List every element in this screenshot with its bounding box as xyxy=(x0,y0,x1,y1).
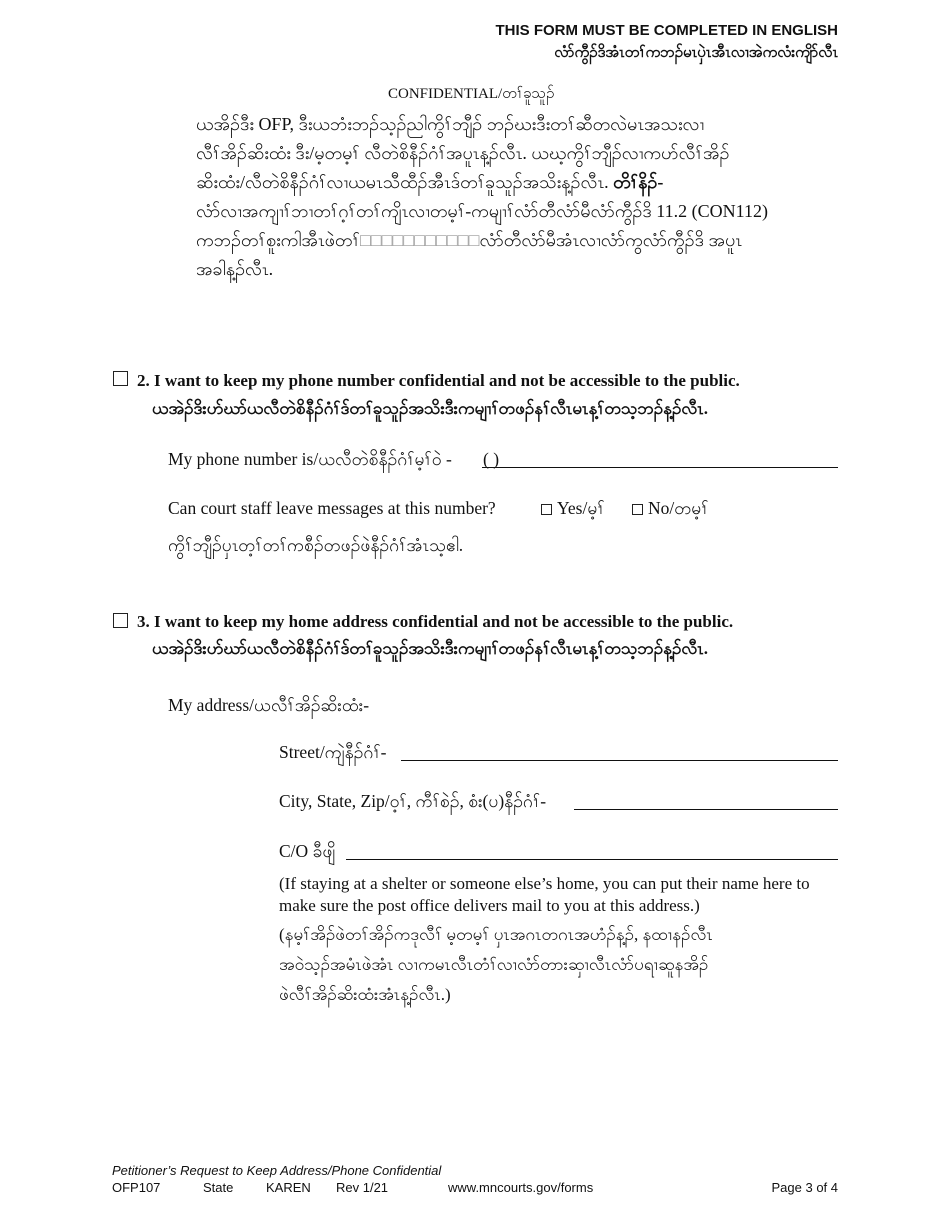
phone-area-code: ( ) xyxy=(483,449,500,469)
intro-paragraph xyxy=(196,110,836,284)
footer-website[interactable]: www.mncourts.gov/forms xyxy=(448,1180,594,1195)
intro-line-5 xyxy=(196,226,836,255)
intro-line-3 xyxy=(196,168,836,197)
footer-form-title: Petitioner’s Request to Keep Address/Phone Confidential xyxy=(112,1163,442,1178)
intro-line-5-tail: လံာ်တီလံာ်မီအံၤလၢလံာ်ကွလံာ်ကွီၣ်ဒိ အပူၤ xyxy=(479,230,742,250)
karen-notice: လံာ်ကွီၣ်ဒိအံၤတၢ်ကဘၣ်မၤပှဲၤအီၤလၢအဲကလံးကျိာ်လီၤ xyxy=(554,44,838,61)
english-notice: THIS FORM MUST BE COMPLETED IN ENGLISH xyxy=(495,22,838,39)
phone-label: My phone number is/ယလီတဲစိနီၣ်ဂံၢ်မ့ၢ်ဝဲ - xyxy=(168,449,452,469)
section3-title: 3. I want to keep my home address confidential and not be accessible to the public. xyxy=(137,612,734,631)
footer-form-code: OFP107 xyxy=(112,1180,161,1195)
intro-line-1: ယအိၣ်ဒီး OFP, ဒီးယဘံးဘၣ်သ့ၣ်ညါကွိၢ်ဘျီၣ် ဘၣ်ဃးဒီးတၢ်ဆီတလဲမၤအသးလၢ xyxy=(196,114,705,134)
intro-line-2: လီၢ်အိၣ်ဆိးထံး ဒီး/မ့တမ့ၢ် လီတဲစိနီၣ်ဂံၢ်အပူၤန့ၣ်လီၤ. ယဃ့ကွိၢ်ဘျီၣ်လၢကဟ်လီၢ်အိၣ် xyxy=(196,143,730,163)
messages-question: Can court staff leave messages at this number? xyxy=(168,498,496,518)
yes-label: Yes/မ့ၢ် xyxy=(557,498,605,518)
address-label: My address/ယလီၢ်အိၣ်ဆိးထံး- xyxy=(168,695,370,715)
phone-number-field[interactable] xyxy=(482,467,838,468)
street-field[interactable] xyxy=(401,760,838,761)
missing-glyph-boxes: □□□□□□□□□□□ xyxy=(359,230,480,250)
section3-checkbox[interactable] xyxy=(113,613,128,628)
footer-page-number: Page 3 of 4 xyxy=(771,1180,838,1195)
section3-subtitle: ယအဲၣ်ဒိးဟ်ဃာ်ယလီတဲစိနီၣ်ဂံၢ်ဒ်တၢ်ခူသူၣ်အသိးဒီးကမျၢၢ်တဖၣ်နၢ်လီၤမၤန့ၢ်တသ့ဘၣ်န့ၣ်လီၤ. xyxy=(152,639,708,658)
street-label: Street/ကျဲနီၣ်ဂံၢ်- xyxy=(279,742,387,762)
no-label: No/တမ့ၢ် xyxy=(648,498,709,518)
no-checkbox[interactable] xyxy=(632,504,643,515)
messages-question-karen: ကွိၢ်ဘျီၣ်ပှၤတ့ၢ်တၢ်ကစီၣ်တဖၣ်ဖဲနီၣ်ဂံၢ်အံၤသ့ဧါ. xyxy=(168,535,464,555)
shelter-note-karen-line-3: ဖဲလီၢ်အိၣ်ဆိးထံးအံၤန့ၣ်လီၤ.) xyxy=(279,985,451,1004)
section2-title: 2. I want to keep my phone number confidential and not be accessible to the public. xyxy=(137,371,740,390)
shelter-note-karen-line-2: အဝဲသ့ၣ်အမံၤဖဲအံၤ လၢကမၤလီၤတံၢ်လၢလံာ်တားဆှၢလီၤလံာ်ပရၢဆူနအိၣ် xyxy=(279,955,709,974)
messages-no-option[interactable] xyxy=(632,497,709,519)
section2-subtitle: ယအဲၣ်ဒိးဟ်ဃာ်ယလီတဲစိနီၣ်ဂံၢ်ဒ်တၢ်ခူသူၣ်အသိးဒီးကမျၢၢ်တဖၣ်နၢ်လီၤမၤန့ၢ်တသ့ဘၣ်န့ၣ်လီၤ. xyxy=(152,399,708,418)
shelter-note-karen-line-1: (နမ့ၢ်အိၣ်ဖဲတၢ်အိၣ်ကဒုလီၢ် မ့တမ့ၢ် ပှၤအဂၤတဂၤအဟံၣ်န့ၣ်, နထၢနၣ်လီၤ xyxy=(279,925,713,944)
intro-line-3-text: ဆိးထံး/လီတဲစိနီၣ်ဂံၢ်လၢယမၤသီထီၣ်အီၤဒ်တၢ်ခူသူၣ်အသိးန့ၣ်လီၤ. xyxy=(196,172,609,192)
confidential-label: CONFIDENTIAL/တၢ်ခူသူၣ် xyxy=(388,86,555,102)
footer-revision: Rev 1/21 xyxy=(336,1180,389,1195)
care-of-label: C/O ခီဖျိ xyxy=(279,841,336,861)
yes-checkbox[interactable] xyxy=(541,504,552,515)
shelter-note-karen xyxy=(279,920,839,1010)
intro-line-6: အခါန့ၣ်လီၤ. xyxy=(196,259,274,279)
intro-line-5-text: ကဘၣ်တၢ်စူးကါအီၤဖဲတၢ် xyxy=(196,230,360,250)
city-state-zip-label: City, State, Zip/ဝ့ၢ်, ကီၢ်စဲၣ်, စံး(ပ)နီၣ်ဂံၢ်- xyxy=(279,791,547,811)
intro-line-4: လံာ်လၢအကျၢၢ်ဘၢတၢ်ဂ့ၢ်တၢ်ကျိၤလၢတမ့ၢ်-ကမျၢၢ်လံာ်တီလံာ်မီလံာ်ကွီၣ်ဒိ 11.2 (CON112) xyxy=(196,201,768,221)
messages-yes-option[interactable] xyxy=(541,497,605,519)
intro-note-label: တိၢ်နိၣ်- xyxy=(613,172,664,192)
footer-language: KAREN xyxy=(266,1180,311,1195)
section2-checkbox[interactable] xyxy=(113,371,128,386)
care-of-field[interactable] xyxy=(346,859,838,860)
city-state-zip-field[interactable] xyxy=(574,809,838,810)
shelter-note-english: (If staying at a shelter or someone else’s home, you can put their name here to make sure the post office delivers mail to you at this address.) xyxy=(279,874,810,915)
footer-jurisdiction: State xyxy=(203,1180,234,1195)
